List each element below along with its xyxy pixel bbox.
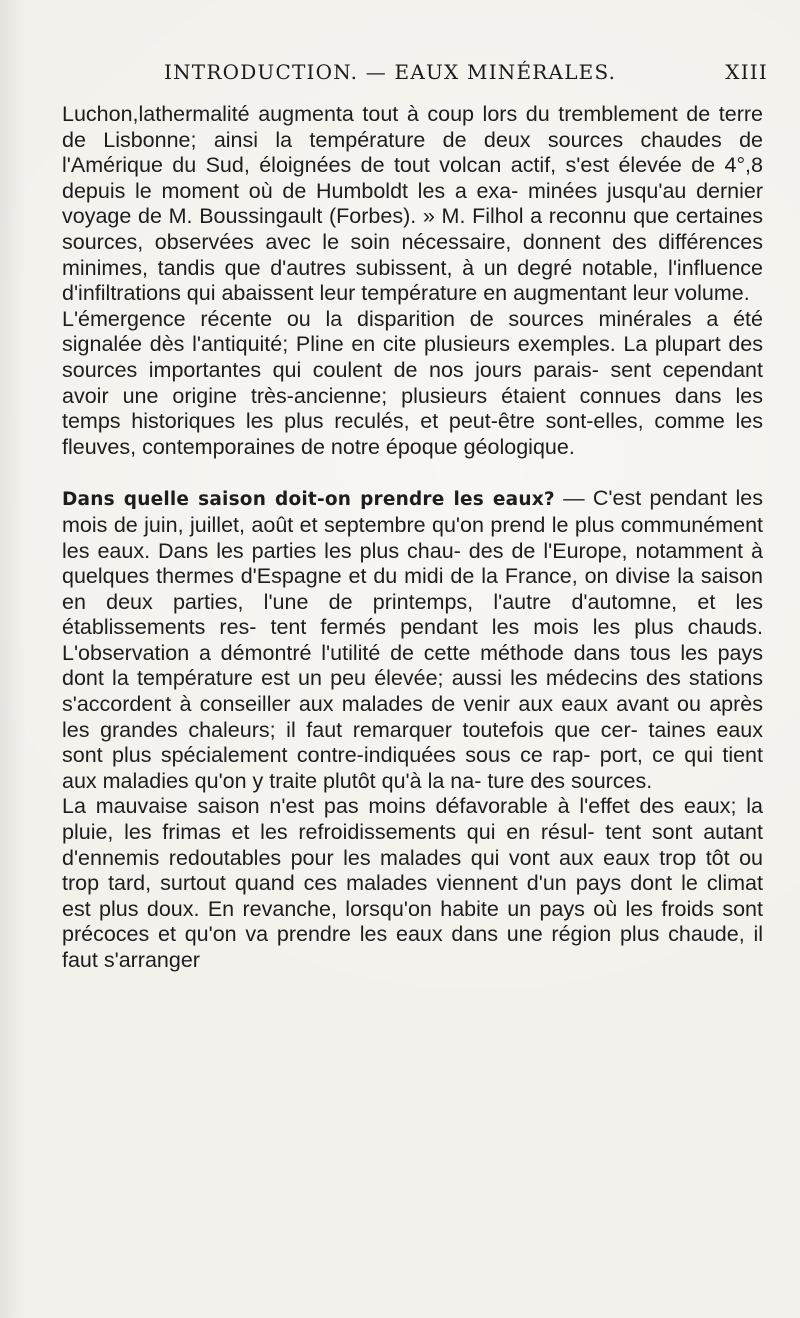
running-head-title: INTRODUCTION. — EAUX MINÉRALES. [164,60,617,84]
heading-dash: — [554,486,593,511]
section-spacer [62,460,763,486]
paragraph-emergence-of-sources: L'émergence récente ou la disparition de sources minérales a été signalée dès l'antiquité; Pline en cite plusieurs exemples. La plupart des sources importantes qui coulent de nos jours parais- sent cependant avoir une origine très-ancienne; plusieurs étaient connues dans les temps historiques les plus reculés, et peut-être sont-elles, comme les fleuves, contemporaines de notre époque géologique. [62,306,763,459]
paragraph-bad-season: La mauvaise saison n'est pas moins défavorable à l'effet des eaux; la pluie, les frimas et les refroidissements qui en résul- tent sont autant d'ennemis redoutables pour les malades qui vont aux eaux trop tôt ou trop tard, surtout quand ces malades viennent d'un pays dont le climat est plus doux. En revanche, lorsqu'on habite un pays où les froids sont précoces et qu'on va prendre les eaux dans une région plus chaude, il faut s'arranger [62,794,763,972]
paragraph-thermal-variations: Luchon,lathermalité augmenta tout à coup lors du tremblement de terre de Lisbonne; ainsi la température de deux sources chaudes de l'Amérique du Sud, éloignées de tout volcan actif, s'est élevée de 4°,8 depuis le moment où de Humboldt les a exa- minées jusqu'au dernier voyage de M. Boussingault (Forbes). » M. Filhol a reconnu que certaines sources, observées avec le soin nécessaire, donnent des différences minimes, tandis que d'autres subissent, à un degré notable, l'influence d'infiltrations qui abaissent leur température en augmentant leur volume. [62,102,763,306]
paragraph-season-intro [62,486,763,794]
page-number: XIII [725,60,768,84]
section-heading-season: Dans quelle saison doit-on prendre les eaux? [62,489,555,511]
paragraph-season-text: C'est pendant les mois de juin, juillet, août et septembre qu'on prend le plus communément les eaux. Dans les parties les plus chau- des de l'Europe, notamment à quelques thermes d'Espagne et du midi de la France, on divise la saison en deux parties, l'une de printemps, l'autre d'automne, et les établissements res- tent fermés pendant les mois les plus chauds. L'observation a démontré l'utilité de cette méthode dans tous les pays dont la température est un peu élevée; aussi les médecins des stations s'accordent à conseiller aux malades de venir aux eaux avant ou après les grandes chaleurs; il faut remarquer toutefois que cer- taines eaux sont plus spécialement contre-indiquées sous ce rap- port, ce qui tient aux maladies qu'on y traite plutôt qu'à la na- ture des sources. [62,486,763,793]
running-head [0,60,800,88]
body-text [62,102,763,974]
